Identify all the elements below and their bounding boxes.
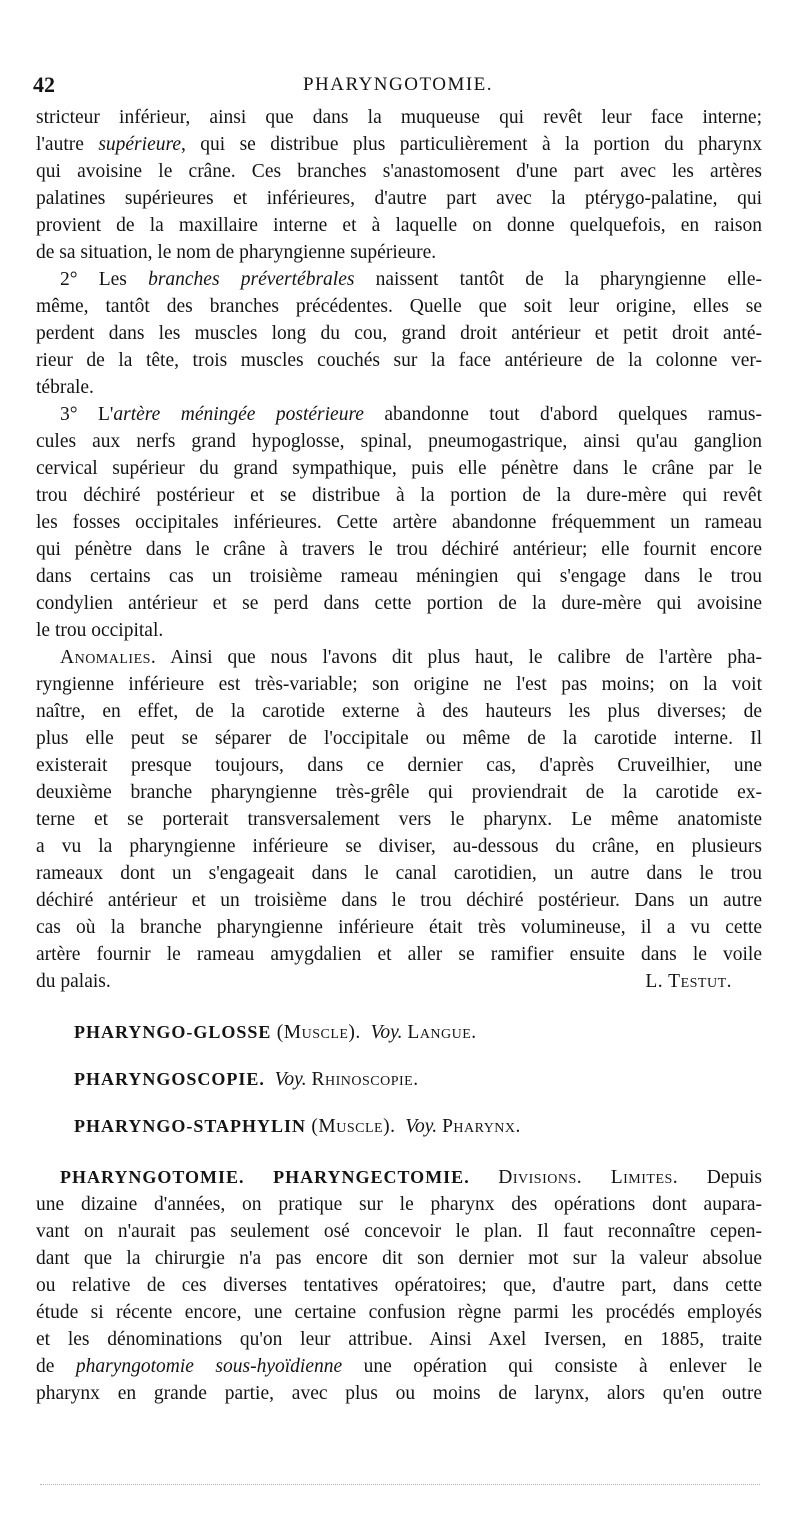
section-label: Divisions. (498, 1167, 583, 1188)
text-line: deuxième branche pharyngienne très-grêle qui proviendrait de la carotide ex- (36, 782, 762, 803)
text-line: plus elle peut se séparer de l'occipitale ou même de la carotide interne. Il (36, 728, 762, 749)
text-line: rameaux dont un s'engageait dans le canal carotidien, un autre dans le trou (36, 863, 762, 884)
text-line: de pharyngotomie sous-hyoïdienne une opération qui consiste à enlever le (36, 1356, 762, 1377)
text-line: et les dénominations qu'on leur attribue. Ainsi Axel Iversen, en 1885, traite (36, 1329, 762, 1350)
text-line: étude si récente encore, une certaine confusion règne parmi les procédés employés (36, 1302, 762, 1323)
text-line: terne et se porterait transversalement vers le pharynx. Le même anatomiste (36, 809, 762, 830)
text-line: le trou occipital. (36, 620, 164, 641)
entry-pharyngo-staphylin: PHARYNGO-STAPHYLIN (Muscle). Voy. Pharynx. (74, 1116, 521, 1137)
text-line: l'autre supérieure, qui se distribue plus particulièrement à la portion du pharynx (36, 134, 762, 155)
text-line: cules aux nerfs grand hypoglosse, spinal, pneumogastrique, ainsi qu'au ganglion (36, 431, 762, 452)
author-signature: L. Testut. (645, 971, 732, 992)
entry-pharyngoscopie: PHARYNGOSCOPIE. Voy. Rhinoscopie. (74, 1069, 419, 1090)
text-line: stricteur inférieur, ainsi que dans la muqueuse qui revêt leur face interne; (36, 107, 762, 128)
text-line: palatines supérieures et inférieures, d'autre part avec la ptérygo-palatine, qui (36, 188, 762, 209)
section-label: Limites. (610, 1167, 679, 1188)
article-heading-line: PHARYNGOTOMIE. PHARYNGECTOMIE. Divisions. Limites. Depuis (60, 1167, 763, 1188)
text-line: cas où la branche pharyngienne inférieure était très volumineuse, il a vu cette (36, 917, 762, 938)
paragraph-pharyngienne-branches (36, 104, 762, 266)
text-line: même, tantôt des branches précédentes. Quelle que soit leur origine, elles se (36, 296, 762, 317)
text-line: les fosses occipitales inférieures. Cette artère abandonne fréquemment un rameau (36, 512, 762, 533)
text-line: condylien antérieur et se perd dans cette portion de la dure-mère qui avoisine (36, 593, 762, 614)
body-text (36, 104, 762, 1407)
text-line: 2° Les branches prévertébrales naissent tantôt de la pharyngienne elle- (60, 269, 763, 290)
text-line: perdent dans les muscles long du cou, grand droit antérieur et petit droit anté- (36, 323, 762, 344)
text-line: existerait presque toujours, dans ce dernier cas, d'après Cruveilhier, une (36, 755, 762, 776)
paragraph-artere-meningee (36, 401, 762, 644)
text-line: qui pénètre dans le crâne à travers le trou déchiré antérieur; elle fournit encore (36, 539, 762, 560)
italic-term: artère méningée postérieure (113, 404, 364, 425)
spacer (36, 1046, 762, 1066)
section-label: Anomalies. (60, 647, 157, 668)
page-header (33, 72, 763, 104)
text-line: de sa situation, le nom de pharyngienne supérieure. (36, 242, 437, 263)
text-line: rieur de la tête, trois muscles couchés sur la face antérieure de la colonne ver- (36, 350, 762, 371)
text-line: vant on n'aurait pas seulement osé concevoir le plan. Il faut reconnaître cepen- (36, 1221, 762, 1242)
text-line: provient de la maxillaire interne et à laquelle on donne quelquefois, en raison (36, 215, 762, 236)
text-line: ryngienne inférieure est très-variable; son origine ne l'est pas moins; on la voit (36, 674, 762, 695)
spacer (36, 1093, 762, 1113)
text-line: ou relative de ces diverses tentatives opératoires; que, d'autre part, dans cette (36, 1275, 762, 1296)
page-number: 42 (33, 72, 55, 97)
text-line: Anomalies. Ainsi que nous l'avons dit plus haut, le calibre de l'artère pha- (60, 647, 762, 668)
text-line: dans certains cas un troisième rameau méningien qui s'engage dans le trou (36, 566, 762, 587)
text-line: trou déchiré postérieur et se distribue à la portion de la dure-mère qui revêt (36, 485, 762, 506)
italic-term: branches prévertébrales (148, 269, 355, 290)
text-line: une dizaine d'années, on pratique sur le pharynx des opérations dont aupara- (36, 1194, 762, 1215)
footer-rule (40, 1484, 760, 1491)
article-heading: PHARYNGECTOMIE. (273, 1167, 470, 1187)
italic-term: pharyngotomie sous-hyoïdienne (75, 1356, 343, 1377)
text-line: du palais. L. Testut. (36, 968, 762, 995)
italic-term: supérieure (98, 134, 181, 155)
text-line: tébrale. (36, 377, 94, 398)
paragraph-branches-prevertebrales (36, 266, 762, 401)
spacer (36, 1140, 762, 1164)
text-line: déchiré antérieur et un troisième dans le trou déchiré postérieur. Dans un autre (36, 890, 762, 911)
text-line: a vu la pharyngienne inférieure se diviser, au-dessous du crâne, en plusieurs (36, 836, 762, 857)
text-line: 3° L'artère méningée postérieure abandonne tout d'abord quelques ramus- (60, 404, 762, 425)
text-line: dant que la chirurgie n'a pas encore dit son dernier mot sur la valeur absolue (36, 1248, 762, 1269)
running-title: PHARYNGOTOMIE. (302, 74, 494, 95)
entry-pharyngo-glosse: PHARYNGO-GLOSSE (Muscle). Voy. Langue. (74, 1022, 477, 1043)
text-line: pharynx en grande partie, avec plus ou moins de larynx, alors qu'en outre (36, 1383, 762, 1404)
article-heading: PHARYNGOTOMIE. (60, 1167, 245, 1187)
text-line: cervical supérieur du grand sympathique, puis elle pénètre dans le crâne par le (36, 458, 762, 479)
text-line: artère fournir le rameau amygdalien et aller se ramifier ensuite dans le voile (36, 944, 762, 965)
paragraph-anomalies (36, 644, 762, 995)
text-line: qui avoisine le crâne. Ces branches s'anastomosent d'une part avec les artères (36, 161, 762, 182)
spacer (36, 995, 762, 1019)
article-pharyngotomie (36, 1164, 762, 1407)
text-line: naître, en effet, de la carotide externe à des hauteurs les plus diverses; de (36, 701, 762, 722)
